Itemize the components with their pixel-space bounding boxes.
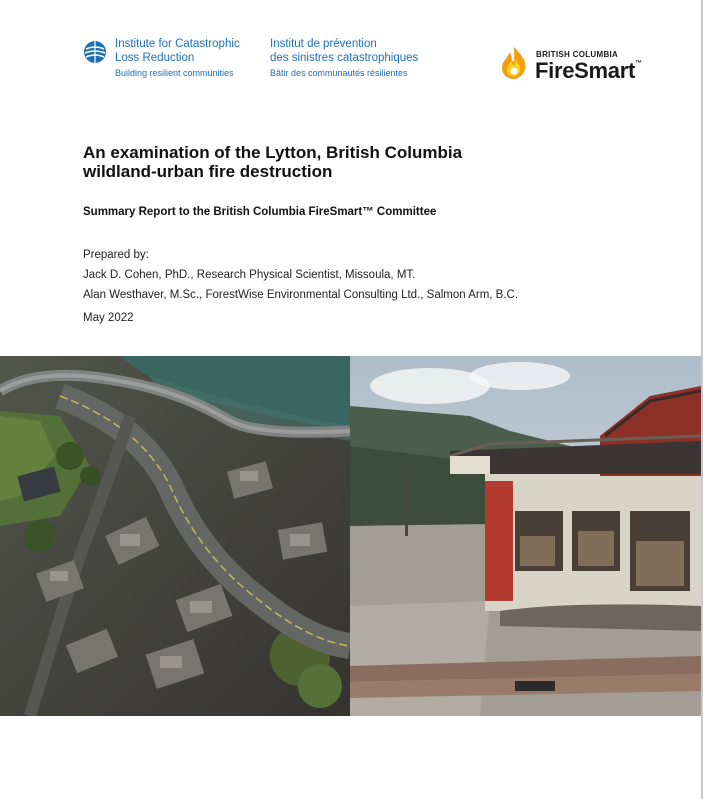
report-title (83, 143, 603, 181)
author-westhaver: Alan Westhaver, M.Sc., ForestWise Environmental Consulting Ltd., Salmon Arm, B.C. (83, 289, 519, 301)
firesmart-wordmark-text: FireSmart (535, 58, 636, 83)
firesmart-flame-icon (499, 46, 529, 80)
firesmart-region-label: BRITISH COLUMBIA (536, 50, 619, 59)
firesmart-trademark: ™ (635, 60, 642, 67)
report-date: May 2022 (83, 312, 134, 324)
iclr-fr-tagline: Bâtir des communautés résilientes (270, 68, 408, 78)
prepared-by-label: Prepared by: (83, 249, 149, 261)
aerial-burned-town-photo (0, 356, 350, 716)
iclr-english-name (115, 37, 265, 80)
report-title-line2: wildland-urban fire destruction (83, 162, 333, 181)
author-cohen: Jack D. Cohen, PhD., Research Physical Scientist, Missoula, MT. (83, 269, 416, 281)
report-subtitle: Summary Report to the British Columbia FireSmart™ Committee (83, 206, 437, 218)
authors-block (83, 245, 518, 305)
report-title-line1: An examination of the Lytton, British Columbia (83, 143, 463, 162)
iclr-fr-line2: des sinistres catastrophiques (270, 52, 419, 64)
iclr-french-name (270, 37, 440, 80)
iclr-globe-icon (83, 40, 107, 64)
firesmart-wordmark (535, 58, 642, 84)
iclr-en-line1: Institute for Catastrophic (115, 38, 240, 50)
iclr-en-tagline: Building resilient communities (115, 68, 234, 78)
burned-storefront-photo (350, 356, 701, 716)
iclr-en-line2: Loss Reduction (115, 52, 195, 64)
iclr-fr-line1: Institut de prévention (270, 38, 377, 50)
